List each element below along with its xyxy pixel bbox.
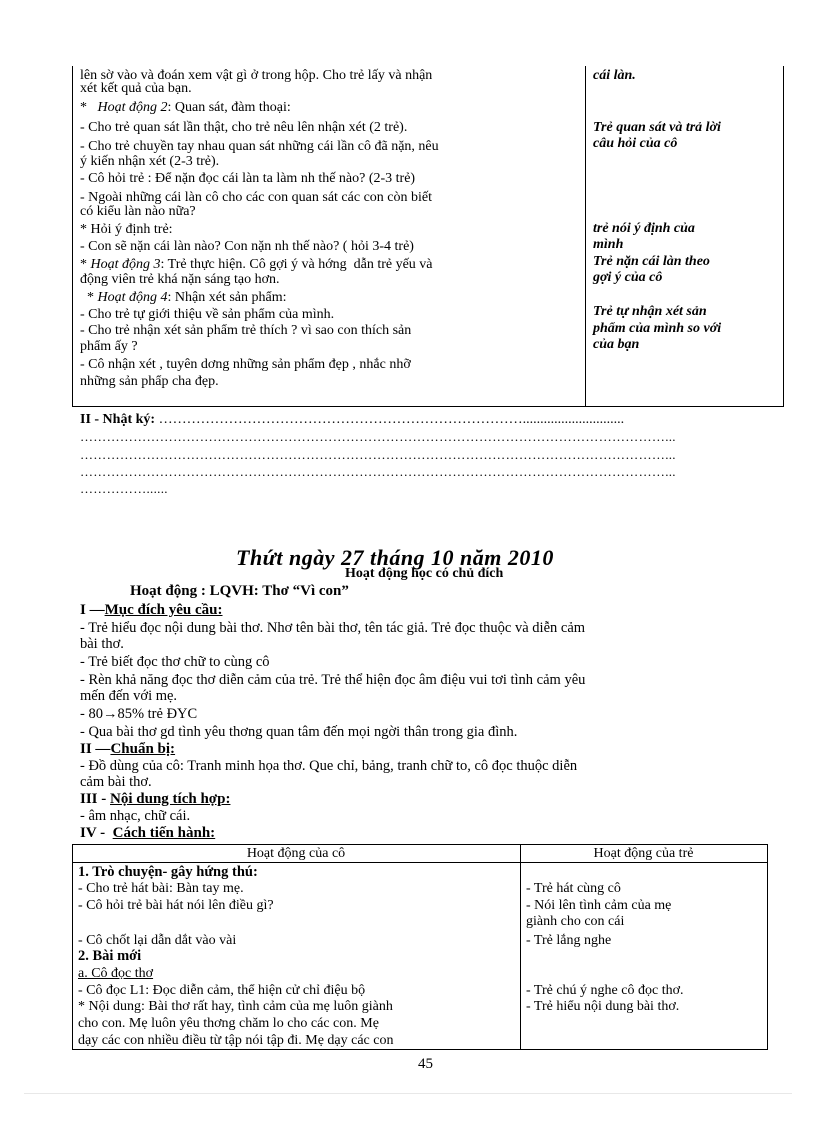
diary-dots: ……………………………………………………………………………………………………………………... [80, 430, 676, 444]
right-line: giành cho con cái [526, 914, 625, 929]
section-3-title: III - Nội dung tích hợp: [80, 791, 231, 807]
left-line: - Cho trẻ chuyền tay nhau quan sát những cái lần cô đã nặn, nêu [80, 139, 439, 154]
right-line: phẩm của mình so với [593, 321, 722, 336]
left-line: - Cô hỏi trẻ : Để nặn đọc cái làn ta làm nh thế nào? (2-3 trẻ) [80, 171, 416, 186]
left-line: lên sờ vào và đoán xem vật gì ở trong hộp. Cho trẻ lấy và nhận [80, 68, 433, 83]
section-1-line: - Trẻ hiểu đọc nội dung bài thơ. Nhơ tên bài thơ, tên tác giả. Trẻ đọc thuộc và diễn cảm [80, 620, 586, 636]
table-border-top [72, 844, 768, 845]
left-line: - Con sẽ nặn cái làn nào? Con nặn nh thế nào? ( hỏi 3-4 trẻ) [80, 239, 414, 254]
left-line: a. Cô đọc thơ [78, 966, 154, 981]
section-2-title: II —Chuẩn bị: [80, 741, 176, 757]
section-1-line: bài thơ. [80, 636, 124, 652]
left-line: xét kết quả của bạn. [80, 81, 192, 96]
left-line: có kiểu làn nào nữa? [80, 204, 196, 219]
header-teacher-activity: Hoạt động của cô [246, 846, 346, 861]
right-line: gợi ý của cô [593, 270, 663, 285]
right-line: của bạn [593, 337, 640, 352]
page-number: 45 [418, 1056, 433, 1072]
section-2-line: - Đồ dùng của cô: Tranh minh họa thơ. Que chỉ, bảng, tranh chữ to, cô đọc thuộc diễn [80, 758, 578, 774]
section-4-title: IV - Cách tiến hành: [80, 825, 216, 841]
section-3-line: - âm nhạc, chữ cái. [80, 808, 191, 824]
left-line: 1. Trò chuyện- gây hứng thú: [78, 864, 258, 880]
left-line: - Ngoài những cái làn cô cho các con quan sát các con còn biết [80, 190, 432, 205]
right-line: Trẻ nặn cái làn theo [593, 254, 710, 269]
right-line: trẻ nói ý định của [593, 221, 695, 236]
left-line: - Cho trẻ quan sát lần thật, cho trẻ nêu lên nhận xét (2 trẻ). [80, 120, 408, 135]
page-edge-line [24, 1093, 792, 1094]
section-2-line: cảm bài thơ. [80, 774, 152, 790]
section-1-line: - Rèn khả năng đọc thơ diễn cảm của trẻ. Trẻ thể hiện đọc âm điệu vui tơi tình cảm yêu [80, 672, 586, 688]
table-border-left [72, 66, 73, 406]
left-line: 2. Bài mới [78, 948, 142, 964]
right-line: câu hỏi của cô [593, 136, 678, 151]
diary-dots: ……………………………………………………………………………………………………………………... [80, 465, 676, 479]
left-line: - Cô chốt lại dẫn dắt vào vài [78, 933, 237, 948]
left-line: - Cô đọc L1: Đọc diễn cảm, thể hiện cử chỉ điệu bộ [78, 983, 366, 998]
diary-label: II - Nhật ký: [80, 412, 156, 427]
right-line: - Trẻ hát cùng cô [526, 881, 621, 896]
diary-line-1 [80, 413, 624, 426]
activity-3-heading: * Hoạt động 3: Trẻ thực hiện. Cô gợi ý và hớng dẫn trẻ yếu và [80, 257, 433, 272]
right-line: Trẻ tự nhận xét sản [593, 304, 707, 319]
right-line: - Trẻ lắng nghe [526, 933, 612, 948]
table-border-right [767, 844, 768, 1050]
left-line: - Cô nhận xét , tuyên dơng những sản phẩm đẹp , nhắc nhỡ [80, 357, 411, 372]
section-1-line: - 80→85% trẻ ĐYC [80, 706, 198, 722]
section-1-line: - Trẻ biết đọc thơ chữ to cùng cô [80, 654, 270, 670]
activity-type: Hoạt động học có chủ đích [345, 566, 504, 581]
table-divider [520, 844, 521, 1050]
left-line: * Hỏi ý định trẻ: [80, 222, 173, 237]
right-line: cái làn. [593, 68, 636, 83]
right-line: - Nói lên tình cảm của mẹ [526, 898, 672, 913]
table-border-left [72, 844, 73, 1050]
section-1-line: - Qua bài thơ gd tình yêu thơng quan tâm đến mọi ngời thân trong gia đình. [80, 724, 518, 740]
left-line: ý kiến nhận xét (2-3 trẻ). [80, 154, 220, 169]
left-line: * Nội dung: Bài thơ rất hay, tình cảm của mẹ luôn giành [78, 999, 393, 1014]
table-border-bottom [72, 406, 784, 407]
day-title: Thứt ngày 27 tháng 10 năm 2010 [236, 545, 554, 570]
table-border-bottom [72, 1049, 768, 1050]
activity-title: Hoạt động : LQVH: Thơ “Vì con” [130, 583, 349, 599]
right-line: - Trẻ chú ý nghe cô đọc thơ. [526, 983, 684, 998]
table-border-right [783, 66, 784, 406]
section-1-line: mến đến với mẹ. [80, 688, 178, 704]
diary-dots: ……………...... [80, 482, 168, 496]
right-line: Trẻ quan sát và trả lời [593, 120, 721, 135]
left-line: - Cho trẻ tự giới thiệu về sản phẩm của mình. [80, 307, 335, 322]
left-line: - Cho trẻ nhận xét sản phẩm trẻ thích ? vì sao con thích sản [80, 323, 412, 338]
left-line: cho con. Mẹ luôn yêu thơng chăm lo cho các con. Mẹ [78, 1016, 379, 1031]
table-header-divider [72, 862, 768, 863]
left-line: dạy các con nhiều điều từ tập nói tập đi. Mẹ dạy các con [78, 1033, 394, 1048]
diary-dots: ……………………………………………………………………………………………………………………... [80, 448, 676, 462]
diary-dots: ……………………………………………………………………............................. [158, 412, 625, 427]
section-1-title: I —Mục đích yêu cầu: [80, 602, 223, 618]
table-divider [585, 66, 586, 406]
left-line: - Cho trẻ hát bài: Bàn tay mẹ. [78, 881, 244, 896]
right-line: - Trẻ hiểu nội dung bài thơ. [526, 999, 680, 1014]
left-line: - Cô hỏi trẻ bài hát nói lên điều gì? [78, 898, 274, 913]
left-line: phẩm ấy ? [80, 339, 138, 354]
left-line: động viên trẻ khá nặn sáng tạo hơn. [80, 272, 280, 287]
left-line: những sản phẩp cha đẹp. [80, 374, 219, 389]
activity-2-heading: * Hoạt động 2: Quan sát, đàm thoại: [80, 100, 291, 115]
right-line: mình [593, 237, 624, 252]
header-child-activity: Hoạt động của trẻ [593, 846, 694, 861]
activity-4-heading: * Hoạt động 4: Nhận xét sản phẩm: [80, 290, 287, 305]
